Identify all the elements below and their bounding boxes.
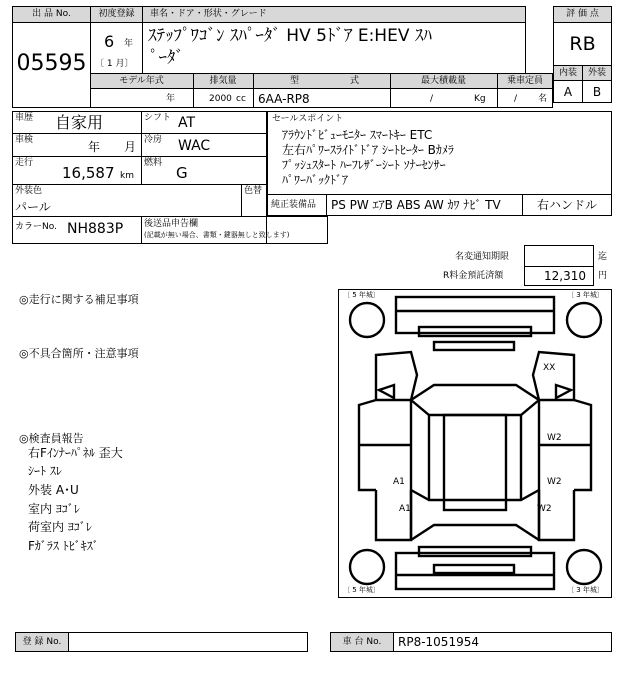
- displacement-label: 排気量: [209, 76, 237, 86]
- color-label: 外装色: [15, 186, 43, 196]
- exterior-label: 外装: [587, 68, 606, 78]
- sales-point-line: ｱﾗｳﾝﾄﾞﾋﾞｭｰﾓﾆﾀｰ ｽﾏｰﾄｷｰ ETC: [282, 128, 433, 142]
- equipment-divider: [522, 194, 523, 216]
- damage-mark: A1: [393, 477, 405, 487]
- diagram-top-right-label: 〔 3 年城〕: [567, 291, 604, 299]
- inspection-year: 年: [88, 140, 101, 154]
- model-code: 6AA-RP8: [258, 92, 310, 106]
- sales-point-line: ﾊﾟﾜｰﾊﾞｯｸﾄﾞｱ: [282, 173, 349, 187]
- recycle-label: R料金預託済額: [443, 271, 504, 281]
- handle-side: 右ハンドル: [537, 198, 598, 212]
- first-reg-year: 6: [104, 32, 115, 51]
- inspector-line: ｼｰﾄ ｽﾚ: [28, 464, 62, 478]
- history-label: 車歴: [15, 113, 34, 123]
- inspector-line: 室内 ﾖｺﾞﾚ: [28, 502, 80, 516]
- exterior-grade: B: [592, 85, 602, 99]
- color-no-label: カラーNo.: [15, 222, 57, 232]
- sales-point-line: ﾌﾟｯｼｭｽﾀｰﾄ ﾊｰﾌﾚｻﾞｰｼｰﾄ ｿﾅｰｾﾝｻｰ: [282, 158, 446, 172]
- fuel-label: 燃料: [144, 158, 163, 168]
- model-label-2: 式: [350, 76, 360, 86]
- diagram-top-left-label: 〔 5 年城〕: [343, 291, 380, 299]
- shift: AT: [178, 115, 196, 131]
- capacity-unit: 名: [538, 94, 548, 104]
- recycle-value: 12,310: [544, 269, 586, 283]
- inspector-line: 右Fｲﾝﾅｰﾊﾟﾈﾙ 歪大: [28, 446, 123, 460]
- mileage: 16,587: [62, 164, 115, 182]
- color: パール: [15, 200, 51, 214]
- first-reg-month: 〔 1 月〕: [95, 59, 134, 69]
- mileage-label: 走行: [15, 158, 34, 168]
- car-outline: [339, 290, 611, 597]
- lot-no: 05595: [16, 51, 87, 76]
- sales-point-line: 左右ﾊﾟﾜｰｽﾗｲﾄﾞﾄﾞｱ ｼｰﾄﾋｰﾀｰ Bｶﾒﾗ: [282, 143, 454, 157]
- sales-points-label: セールスポイント: [272, 114, 344, 124]
- reg-no-value-cell: [68, 632, 308, 652]
- grade-label: 評 価 点: [566, 9, 599, 19]
- equipment-divider: [326, 194, 327, 216]
- inspection-month: 月: [124, 140, 137, 154]
- inspector-line: 荷室内 ﾖｺﾞﾚ: [28, 520, 92, 534]
- damage-mark: W2: [547, 477, 562, 487]
- color-no: NH883P: [67, 221, 124, 237]
- equipment-items: PS PW ｴｱB ABS AW ｶﾜ ﾅﾋﾞ TV: [331, 198, 501, 212]
- chassis-no: RP8-1051954: [398, 635, 479, 649]
- mileage-unit: km: [120, 171, 134, 181]
- damage-mark: XX: [543, 363, 556, 373]
- col-line: [241, 184, 242, 216]
- interior-label: 内装: [558, 68, 577, 78]
- chassis-label: 車 台 No.: [342, 637, 382, 647]
- damage-mark: W2: [537, 504, 552, 514]
- inspector-line: 外装 A･U: [28, 483, 79, 497]
- transfer-deadline-unit: 迄: [598, 252, 608, 262]
- ac: WAC: [178, 138, 211, 154]
- capacity-label: 乗車定員: [506, 76, 543, 86]
- lot-no-label: 出 品 No.: [32, 9, 71, 19]
- model-label: 型: [290, 76, 300, 86]
- shift-label: シフト: [144, 113, 172, 123]
- displacement: 2000: [209, 94, 232, 104]
- diagram-bottom-right-label: 〔 3 年城〕: [567, 586, 604, 594]
- aftermarket-note: (記載が無い場合、書類・鍵器無しと致します): [144, 231, 290, 239]
- damage-mark: A1: [399, 504, 411, 514]
- vehicle-name-line1: ｽﾃｯﾌﾟﾜｺﾞﾝ ｽﾊﾟｰﾀﾞ HV 5ﾄﾞｱ E:HEV ｽﾊ: [148, 26, 432, 46]
- capacity-sep: /: [514, 94, 518, 104]
- grade: RB: [569, 33, 596, 55]
- equipment-label: 純正装備品: [271, 200, 317, 210]
- vehicle-name-line2: ﾟｰﾀﾞ: [150, 48, 184, 68]
- driving-notes-label: ◎走行に関する補足事項: [19, 293, 139, 306]
- col-line: [141, 111, 142, 184]
- row-line: [12, 133, 267, 134]
- reg-no-label: 登 録 No.: [22, 637, 62, 647]
- row-line: [12, 184, 267, 185]
- damage-mark: W2: [547, 433, 562, 443]
- transfer-deadline-label: 名変通知期限: [455, 252, 510, 262]
- load-label: 最大積載量: [420, 76, 466, 86]
- spec-divider: [253, 73, 254, 108]
- fuel: G: [176, 164, 188, 182]
- inspection-label: 車検: [15, 135, 34, 145]
- first-reg-label: 初度登録: [98, 9, 135, 19]
- load-unit: Kg: [474, 94, 486, 104]
- repaint-label: 色替: [244, 186, 263, 196]
- defects-label: ◎不具合箇所・注意事項: [19, 347, 139, 360]
- name-label: 車名・ドア・形状・グレード: [150, 9, 267, 19]
- ac-label: 冷房: [144, 135, 163, 145]
- transfer-deadline-box: [524, 245, 594, 267]
- aftermarket-label: 後送品申告欄: [144, 219, 199, 229]
- first-reg-year-unit: 年: [124, 39, 134, 49]
- load-sep: /: [430, 94, 434, 104]
- diagram-bottom-left-label: 〔 5 年城〕: [343, 586, 380, 594]
- car-diagram: [338, 289, 612, 598]
- interior-grade: A: [563, 85, 573, 99]
- recycle-unit: 円: [598, 271, 608, 281]
- inspector-report-label: ◎検査員報告: [19, 432, 84, 445]
- history: 自家用: [55, 113, 104, 132]
- row-line: [12, 156, 267, 157]
- model-year-unit: 年: [166, 94, 176, 104]
- inspector-line: Fｶﾞﾗｽ ﾄﾋﾞｷｽﾞ: [28, 539, 99, 553]
- displacement-unit: cc: [236, 94, 246, 104]
- model-year-label: モデル年式: [119, 76, 164, 86]
